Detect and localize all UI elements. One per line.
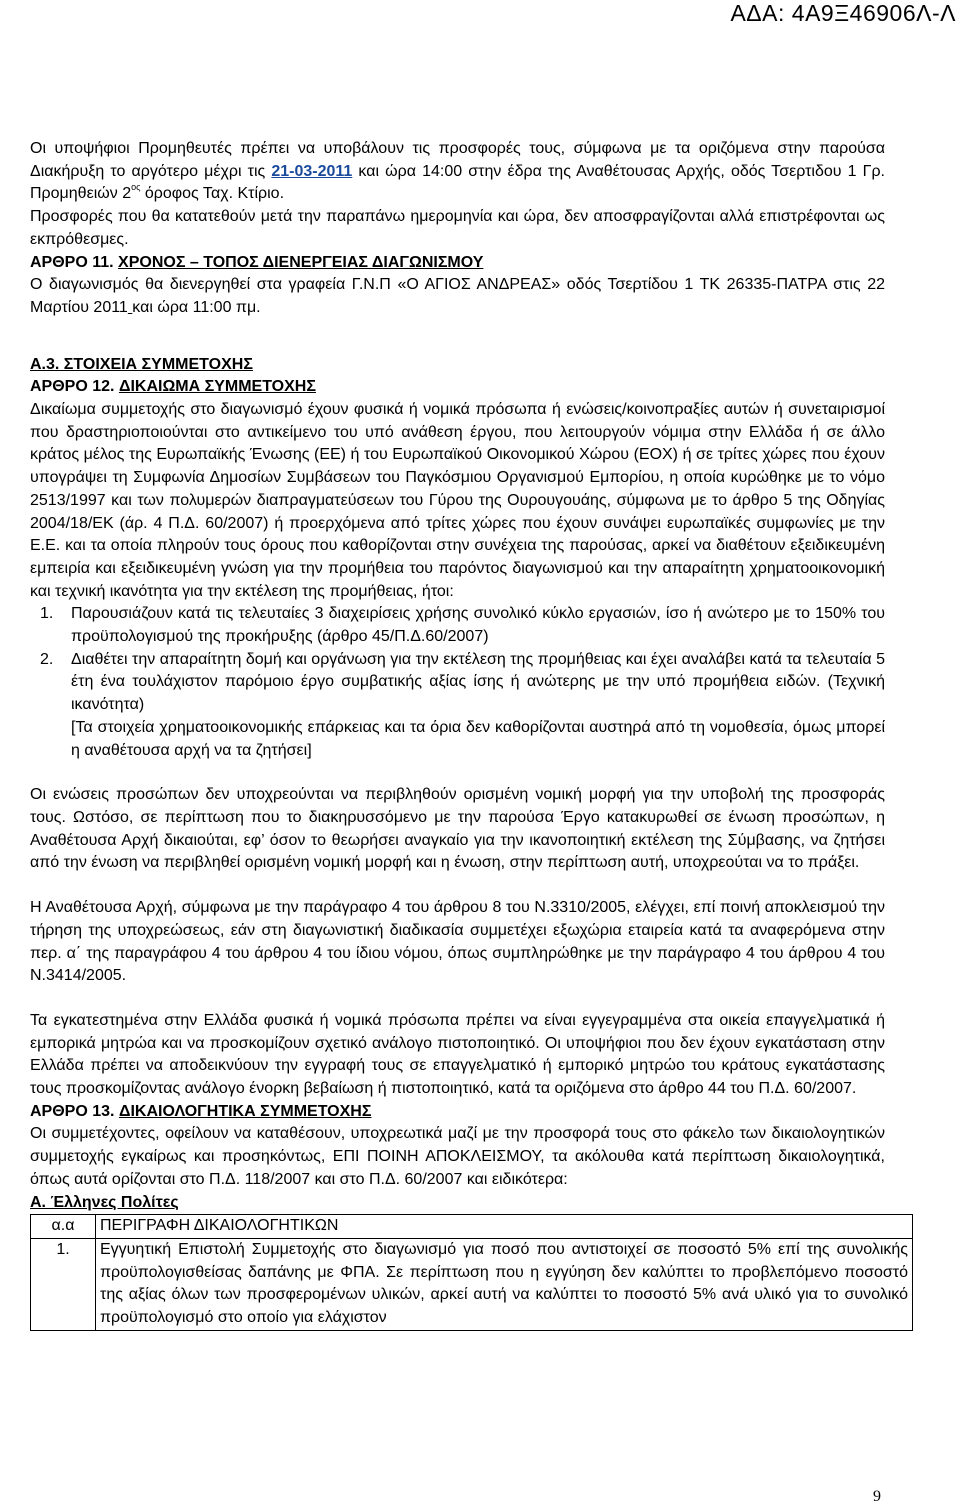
article-12-heading: ΑΡΘΡΟ 12. ΔΙΚΑΙΩΜΑ ΣΥΜΜΕΤΟΧΗΣ <box>30 378 316 396</box>
documents-table <box>30 1214 913 1331</box>
article-12-paragraph-3: Η Αναθέτουσα Αρχή, σύμφωνα με την παράγραφο 4 του άρθρου 8 του Ν.3310/2005, ελέγχει, επί ποινή αποκλεισμού την τήρηση της υποχρεώσεως, εάν στη διαγωνιστική διαδικασία συμμετέχει εξωχώρια εταιρεία κατά τα αναφερόμενα στην περ. α΄ της παραγράφου 4 του άρθρου 4 του ίδιου νόμου, όπως συμπληρώθηκε με την παράγραφο 4 του άρθρου 4 του Ν.3414/2005. <box>30 899 885 985</box>
table-header-row <box>31 1215 913 1239</box>
document-body <box>30 138 908 1331</box>
intro-paragraph-1: Οι υποψήφιοι Προμηθευτές πρέπει να υποβάλουν τις προσφορές τους, σύμφωνα με τα οριζόμενα στην παρούσα Διακήρυξη το αργότερο μέχρι τις 21-03-2011 και ώρα 14:00 στην έδρα της Αναθέτουσας Αρχής, οδός Τσερτιδου 1 Γρ. Προμηθειών $2^{o\varsigma}$ όροφος Ταχ. Κτίριο. <box>30 140 885 203</box>
intro-paragraph-2: Προσφορές που θα κατατεθούν μετά την παραπάνω ημερομηνία και ώρα, δεν αποσφραγίζονται αλλά επιστρέφονται ως εκπρόθεσμες. <box>30 208 885 248</box>
ada-header: ΑΔΑ: 4Α9Ξ46906Λ-Λ <box>730 0 956 26</box>
table-header-cell: α.α <box>31 1215 96 1239</box>
table-cell: Εγγυητική Επιστολή Συμμετοχής στο διαγωνισμό για ποσό που αντιστοιχεί σε ποσοστό 5% επί της συνολικής προϋπολογισθείσας δαπάνης με ΦΠΑ. Σε περίπτωση που η εγγύηση δεν καλύπτει το προβλεπόμενο ποσοστό της αξίας όλων των προσφερομένων υλικών, αρκεί αυτή να καλύπτει το ποσοστό 5% ανά υλικό για το συνολικό προϋπολογισμό στο οποίο για ελάχιστον <box>96 1238 913 1330</box>
deadline-date: 21-03-2011 <box>271 162 353 180</box>
list-item: 2. Διαθέτει την απαραίτητη δομή και οργάνωση για την εκτέλεση της προμήθειας και έχει αναλάβει κατά τα τελευταία 5 έτη ένα τουλάχιστον παρόμοιο έργο συμβατικής αξίας ίσης ή ανώτερης με την υπό προμήθεια ειδών. (Τεχνική ικανότητα) [Τα στοιχεία χρηματοοικονομικής επάρκειας και τα όρια δεν καθορίζονται αυστηρά από τη νομοθεσία, όμως μπορεί η αναθέτουσα αρχή να τα ζητήσει] <box>40 650 885 759</box>
article-11-heading: ΑΡΘΡΟ 11. ΧΡΟΝΟΣ – ΤΟΠΟΣ ΔΙΕΝΕΡΓΕΙΑΣ ΔΙΑΓΩΝΙΣΜΟΥ <box>30 253 484 271</box>
article-13-paragraph-1: Οι συμμετέχοντες, οφείλουν να καταθέσουν, υποχρεωτικά μαζί με την προσφορά τους στο φάκελο των δικαιολογητικών συμμετοχής εγκαίρως και προσηκόντως, ΕΠΙ ΠΟΙΝΗ ΑΠΟΚΛΕΙΣΜΟΥ, τα ακόλουθα κατά περίπτωση δικαιολογητικά, όπως αυτά ορίζονται στο Π.Δ. 118/2007 και στο Π.Δ. 60/2007 και ειδικότερα: <box>30 1125 885 1188</box>
list-item: 1. Παρουσιάζουν κατά τις τελευταίες 3 διαχειρίσεις χρήσης συνολικό κύκλο εργασιών, ίσο ή ανώτερο με το 150% του προϋπολογισμού της προκήρυξης (άρθρο 45/Π.Δ.60/2007) <box>40 605 885 646</box>
table-cell: 1. <box>31 1238 96 1330</box>
article-13-heading: ΑΡΘΡΟ 13. ΔΙΚΑΙΟΛΟΓΗΤΙΚΑ ΣΥΜΜΕΤΟΧΗΣ <box>30 1102 372 1120</box>
section-a3-heading: Α.3. ΣΤΟΙΧΕΙΑ ΣΥΜΜΕΤΟΧΗΣ <box>30 355 253 373</box>
article-12-paragraph-2: Οι ενώσεις προσώπων δεν υποχρεούνται να περιβληθούν ορισμένη νομική μορφή για την υποβολή της προσφοράς τους. Ωστόσο, σε περίπτωση που το διακηρυσσόμενο με την παρούσα Έργο κατακυρωθεί σε ένωση προσώπων, η Αναθέτουσα Αρχή δικαιούται, εφ’ όσον το θεωρήσει αναγκαίο για την ικανοποιητική εκτέλεση της Σύμβασης, να ζητήσει από την ένωση να περιβληθεί ορισμένη νομική μορφή και η ένωση, στην περίπτωση αυτή, υποχρεούται να το πράξει. <box>30 786 885 872</box>
criteria-list <box>30 603 885 762</box>
criteria-note: [Τα στοιχεία χρηματοοικονομικής επάρκειας και τα όρια δεν καθορίζονται αυστηρά από τη νομοθεσία, όμως μπορεί η αναθέτουσα αρχή να τα ζητήσει] <box>71 718 885 759</box>
page-number: 9 <box>873 1488 881 1505</box>
article-12-paragraph-1: Δικαίωμα συμμετοχής στο διαγωνισμό έχουν φυσικά ή νομικά πρόσωπα ή ενώσεις/κοινοπραξίες αυτών ή συνεταιρισμοί που δραστηριοποιούνται στο αντικείμενο του υπό ανάθεση έργου, που λειτουργούν νόμιμα στην Ελλάδα ή σε άλλο κράτος μέλος της Ευρωπαϊκής Ένωσης (ΕΕ) ή του Ευρωπαϊκού Οικονομικού Χώρου (ΕΟΧ) ή σε τρίτες χώρες που έχουν υπογράψει τη Συμφωνία Δημοσίων Συμβάσεων του Παγκόσμιου Οργανισμού Εμπορίου, η οποία κυρώθηκε με το νόμο 2513/1997 και των πολυμερών διαπραγματεύσεων του Γύρου της Ουρουγουάης, σύμφωνα με το άρθρο 5 της Οδηγίας 2004/18/ΕΚ (άρ. 4 Π.Δ. 60/2007) ή προερχόμενα από τρίτες χώρες που έχουν συνάψει ευρωπαϊκές συμφωνίες με την Ε.Ε. και τα οποία πληρούν τους όρους που καθορίζονται στην συνέχεια της παρούσας, αρκεί να διαθέτουν εξειδικευμένη εμπειρία και εξειδικευμένη γνώση για την προμήθεια του παρόντος διαγωνισμού και την απαραίτητη χρηματοοικονομική και τεχνική ικανότητα για την εκτέλεση της προμήθειας, ήτοι: <box>30 401 885 600</box>
table-row <box>31 1238 913 1330</box>
article-11-text: Ο διαγωνισμός θα διενεργηθεί στα γραφεία Γ.Ν.Π «Ο ΑΓΙΟΣ ΑΝΔΡΕΑΣ» οδός Τσερτίδου 1 ΤΚ 26335-ΠΑΤΡΑ στις 22 Μαρτίου 2011 και ώρα 11:00 πμ. <box>30 276 885 316</box>
greek-citizens-subheading: Α. Έλληνες Πολίτες <box>30 1193 179 1211</box>
table-header-cell: ΠΕΡΙΓΡΑΦΗ ΔΙΚΑΙΟΛΟΓΗΤΙΚΩΝ <box>96 1215 913 1239</box>
article-12-paragraph-4: Τα εγκατεστημένα στην Ελλάδα φυσικά ή νομικά πρόσωπα πρέπει να είναι εγγεγραμμένα στα οικεία επαγγελματικά ή εμπορικά μητρώα και να προσκομίζουν σχετικό ανάλογο πιστοποιητικό. Οι υποψήφιοι που δεν έχουν εγκατάσταση στην Ελλάδα πρέπει να αποδεικνύουν την εγγραφή τους σε επαγγελματικό ή εμπορικό μητρώο του κράτους εγκατάστασης τους προσκομίζοντας ανάλογο ένορκη βεβαίωση ή πιστοποιητικό, κατά τα οριζόμενα στο άρθρο 44 του Π.Δ. 60/2007. <box>30 1011 885 1098</box>
